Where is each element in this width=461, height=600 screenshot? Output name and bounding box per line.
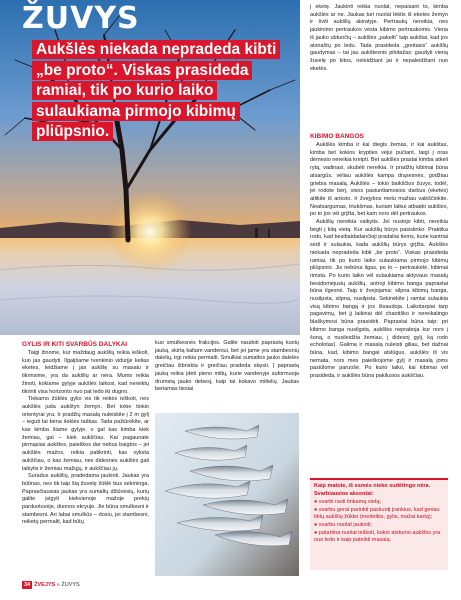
headline-text: Aukšlės niekada nepradeda kibti „be proto“. Viskas prasideda ramiai, tik po kurio laiko sulaukiama pirmojo kibimų pliūpsnio. <box>32 40 280 141</box>
tips-box-title: Kaip matote, iš esmės nieko sudėtingo nėra. Svarbiausios aksentai: <box>314 483 431 497</box>
tips-list <box>314 499 444 545</box>
tips-list-item: ● patartina nuolat ieškoti, kokio atstumo aukšlės yra nuo ledo ir kaip pateikti masalą. <box>314 530 444 545</box>
article-column-2 <box>155 340 299 410</box>
paragraph: Tiekamo žūklės gylio vis tik reikės ieškoti, nes aukšlės juda aukštyn žemyn. Bet tokie tiokio orientyrai yra. Ir pradžių masalą nuleiskite į 2 m gylį – ieguti tai bėna šeklės taškas. Tada pažiūrėkite, ar kas kimba šiame gylyje, o gal kas kimba kiek žemiau, gal – kiek aukščiau. Kai pagaunate pirmąsias aukšles, paieškos dar nebus baigtos – jei aukšlės mažos, reikia patikrinti, kas vyksta aukščiau, o kas žemiau, nes didesnės aukšlės gali laikytis ir žemiau mažųjų, ir aukščiau jų. <box>22 396 149 472</box>
tips-list-item: ● svarbu gerai parinkti paskuotį įrankius, kad geriau tiktų aukšlių žūklei (medelkis, gylis, mažai kartą); <box>314 507 444 522</box>
footer-section: ŽUVYS <box>61 582 80 588</box>
section-heading-depth: GYLIS IR KITI SVARBŪS DALYKAI <box>22 341 128 348</box>
page-footer <box>22 581 80 589</box>
section-heading-waves: KIBIMO BANGOS <box>310 133 364 140</box>
tips-list-item: ● svarbu nuolat jaukinti; <box>314 522 444 530</box>
magazine-name: ŽVEJYS <box>34 582 56 588</box>
tips-list-item: ● svarbi rasti tinkamą vietą; <box>314 499 444 507</box>
section-brand: ŽUVYS <box>22 1 140 36</box>
tips-box <box>310 478 448 570</box>
paragraph: Suradus aukšlių, pradedama jaukinti. Jaukas yra būtinas, nes tik taip šią žuvelę žūklė bus sėkminga. Paprasčiausias jaukas yra sumaltų džiūvėsių, kurių galite įsigyti kiekvienoje mažoje prekių parduotuvėje, duonos ekryuje. Jie būna smulkesni ir stambesni. Ari labai smulkūs – dosiu, jei stambesni, reiketų permalti, kad būtų <box>22 473 149 526</box>
paragraph: kuo smulkesnės frakcijos. Galite naudoti paprastą kuolų jauką, skirtą kaltam vandeniui, bet jei jame yra stambesnių dalelių, irgi reikia permalti. Smulkiai sumaltos jauko dalelės greičiau išbriskta ir greičiau pradeda skęsti. Į paprastą jauką reikia įdėti pieno miltų, kurie vandenyje suformuoja drumstą jauko debesį, kaip tai kokavo miltelių. Jaukas beriamas tiesiai <box>155 340 299 393</box>
article-column-1 <box>22 340 149 576</box>
paragraph: Taigi žinome, kur maždaug aukšlių reikia ieškoti, kuo jas gaudyti. Ilgaiįšame tvenkinio vidurįje kelias eketes, leidžiame į jas aukšlę su masalu ir tikrinsime, yra da aukšlių ar nėra. Mums reikia žinoti, kokiame gylyje aukšlės laikosi, kad nereiktų tikrinti visa horizonto nuo pat ledo iki dugno. <box>22 350 149 395</box>
paragraph: į eketę. Jaukinti reikia nuolat, nepaisant to, kimba aukšlės ar ne. Jaukas turi nuolat lėktis iš eketės žemyn ir šviti aukšlių akiratyje. Pertraukų nereikia, nes jaukinimo pertraukos vėsta kibimo pertraukomis. Viena iš jauko ubtuočių – aukšlės „pakelti“ taip aukštai, kad jos atsiraštų po ledu. Tada prasideda „greitasis“ aukšlių gaudymas – tai jau aukštesnis pilotažas: gaudyti vieną žuvelę po kitos, neleidžiant jai ir nepaleidžiant nuo eketės. <box>310 4 448 72</box>
article-column-4 <box>310 132 448 474</box>
paragraph: Aukšlės kimba ir kai diegis žemas, ir kai aukštas, kimba bet kokios krypties vėjui pučiant, taigi į oras dėmesio nereikia kreipti. Bet aukšlės prastai kimba atkeli rytą, vadinasi, skubėti nereikia. Ir pradžių kibimai būna atsargūs, vėliau aukšlės kampa drąsesnės, godžiau griebia masalą. Aukšlės – tokio baikščios žuvys, todėl, jei rodote bėrį, visos pasiuntiamosios darbus (eketes) atlikite iš anksto. Ir žvejybos metu mažiau vaikščiokite. Neatsargumas, triukšmas, kuriam laikui atbaido aukšles, po to jos vėl grįžta, bet kam nors dėl pertraukos. <box>310 142 448 218</box>
footer-divider: » <box>56 582 60 588</box>
article-headline <box>32 40 294 143</box>
paragraph: Aukšlių nereikia vaikytis. Jei nustojo kibti, nereikia bėgti į kitą vietą. Kur aukšlių būrys pasislinko. Praktika rodo, kad besibaidadančioji pradaliai tiems, kurie kantriai sėdi ir sulaukia, kada aukšlių būrys grįžta. Aukšlės niekada nepradeda kibti „be proto“. Viskas prasideda ramiai, tik po kurio laiko sulaukiama pirmojo kibimų pliūpsnio. Jis nebūna ilgas, po to – pertraukėlė, kibimai rimsta. Po kurio laiko vėl sulaukiama aktyvaus masalų besidomėjusių aukšlių, antroji kibimo banga paprastai būna ilgesnė. Taip ir žvejojama: silpna kibimų banga, nusilpsta, silpna, nusilpsta. Sekinėkite į ramiai sulaukia visą kibimo bangą ir jos išsaudoja. Laikotarpiai tarp pagavimų, bet jį laikinai dėl chaotiško ir nereikalingo blaškymosi būna prasidėti. Paprastai būna taip: pri kibimo banga nusilgsta, aukšlės nepraboja kur nors į šoną, o nusileidžia žemiau, į didesnį gylį, ką rodo echolotas). Galima ir masalą nuleisti giliau, bet dažnai būna, kad, kibimo bangai atslūgus, aukšlės iš vis nemata, nors mes paieškojome gylį ir masalą joms pasiūlome paruošė. Po kurio laiko, kai kibimai vėl prasideda, ir aukšlės būna pakilusios aukščiau. <box>310 219 448 380</box>
article-column-3 <box>310 4 448 126</box>
page-number: 34 <box>24 582 31 588</box>
fish-on-ice-photo <box>155 413 299 576</box>
